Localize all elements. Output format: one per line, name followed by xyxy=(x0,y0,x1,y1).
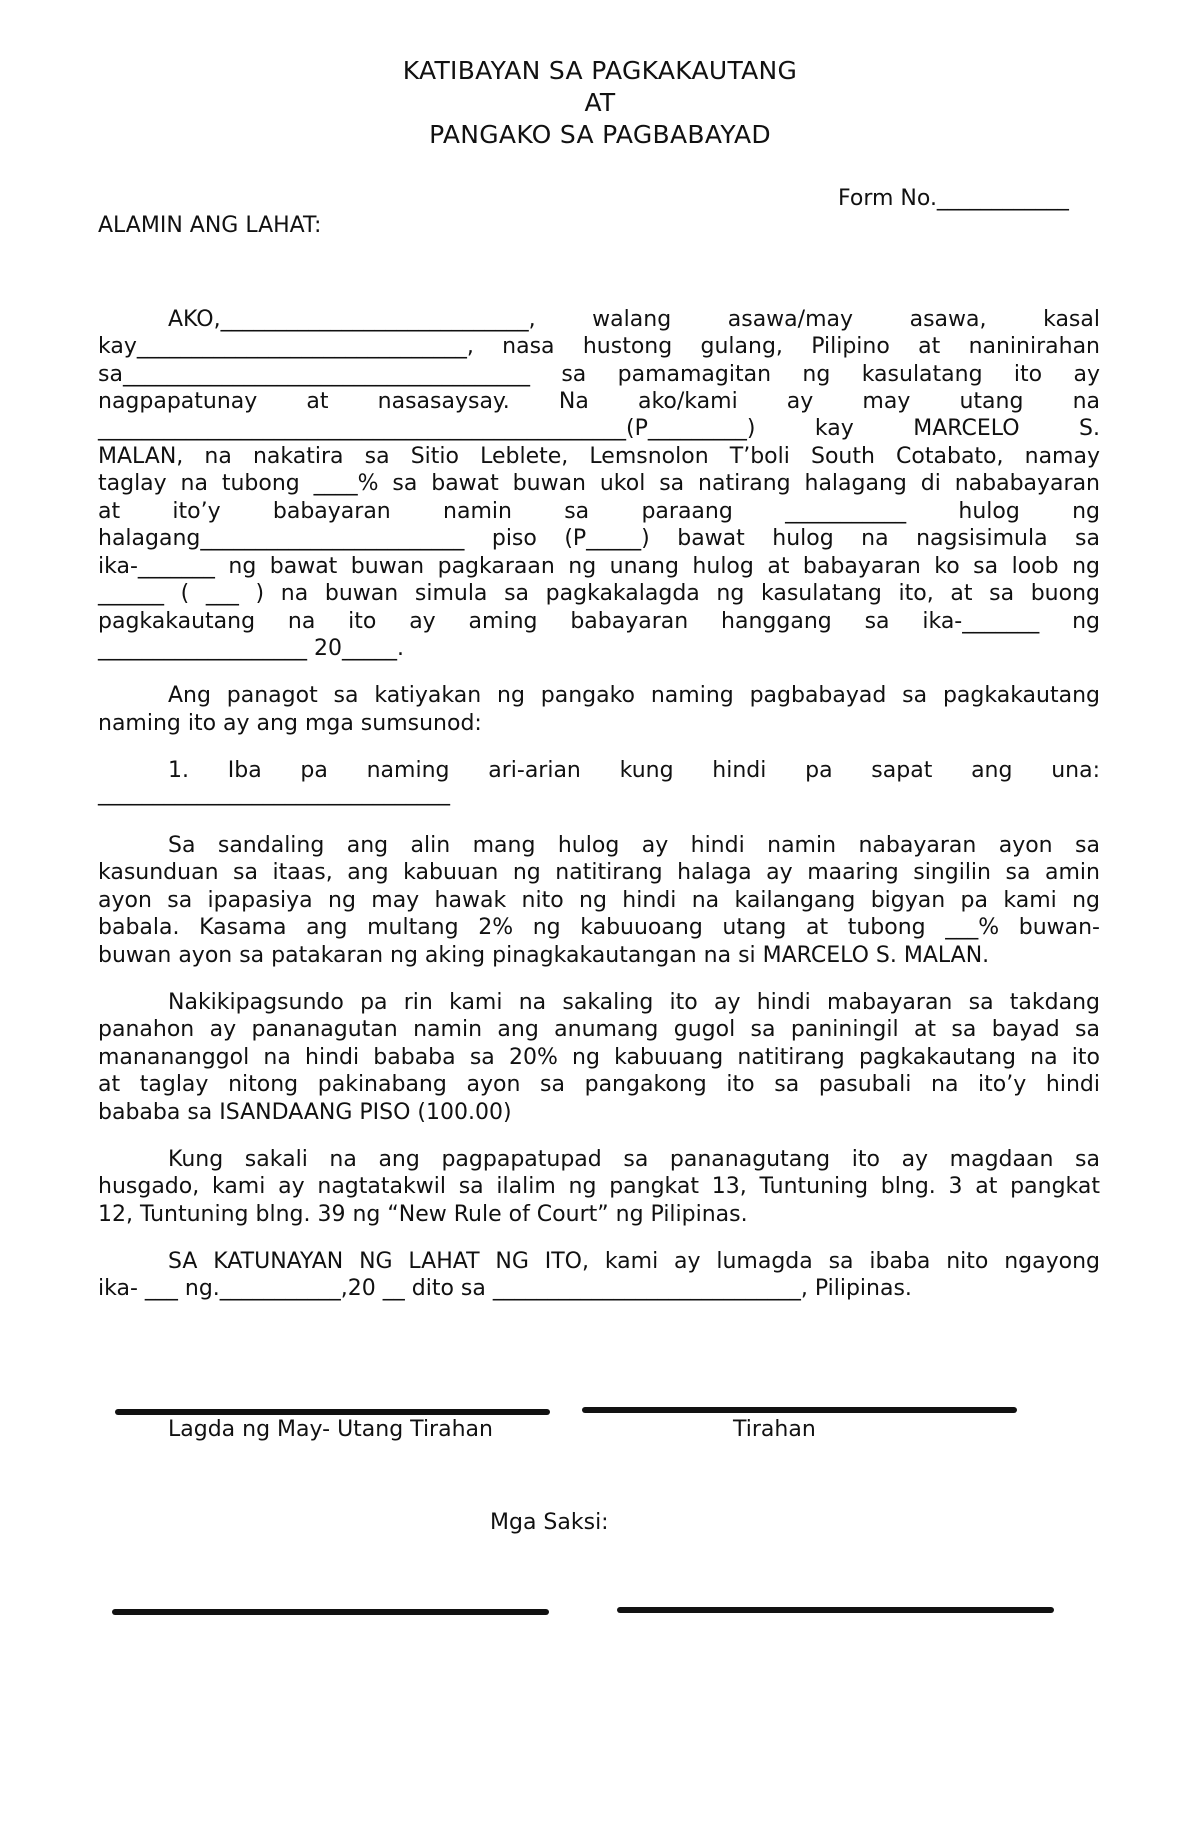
text-line: MALAN, na nakatira sa Sitio Leblete, Lemsnolon T’boli South Cotabato, namay xyxy=(98,444,1100,469)
text-line: bababa sa ISANDAANG PISO (100.00) xyxy=(98,1100,512,1125)
text-line: at taglay nitong pakinabang ayon sa pangakong ito sa pasubali na ito’y hindi xyxy=(98,1072,1100,1097)
text-line: manananggol na hindi bababa sa 20% ng kabuuang natitirang pagkakautang na ito xyxy=(98,1045,1100,1070)
text-line: 12, Tuntuning blng. 39 ng “New Rule of Court” ng Pilipinas. xyxy=(98,1202,748,1227)
text-line: nagpapatunay at nasasaysay. Na ako/kami ay may utang na xyxy=(98,389,1100,414)
signature-line-witness-2 xyxy=(617,1607,1054,1613)
text-line: taglay na tubong ____% sa bawat buwan ukol sa natirang halagang di nababayaran xyxy=(98,471,1100,496)
title-line-3: PANGAKO SA PAGBABAYAD xyxy=(429,120,771,149)
signature-label-address: Tirahan xyxy=(733,1417,816,1442)
text-line: Ang panagot sa katiyakan ng pangako naming pagbabayad sa pagkakautang xyxy=(168,683,1100,708)
text-line: ika-_______ ng bawat buwan pagkaraan ng unang hulog at babayaran ko sa loob ng xyxy=(98,554,1100,579)
text-line: Sa sandaling ang alin mang hulog ay hindi namin nabayaran ayon sa xyxy=(168,833,1100,858)
text-line: naming ito ay ang mga sumsunod: xyxy=(98,711,482,736)
text-line: kay______________________________, nasa hustong gulang, Pilipino at naninirahan xyxy=(98,334,1100,359)
text-line: SA KATUNAYAN NG LAHAT NG ITO, kami ay lumagda sa ibaba nito ngayong xyxy=(168,1249,1100,1274)
text-line: ______ ( ___ ) na buwan simula sa pagkakalagda ng kasulatang ito, at sa buong xyxy=(98,581,1100,606)
text-line: Nakikipagsundo pa rin kami na sakaling ito ay hindi mabayaran sa takdang xyxy=(168,990,1100,1015)
text-line: buwan ayon sa patakaran ng aking pinagkakautangan na si MARCELO S. MALAN. xyxy=(98,943,990,968)
text-line: kasunduan sa itaas, ang kabuuan ng natitirang halaga ay maaring singilin sa amin xyxy=(98,860,1100,885)
text-line: husgado, kami ay nagtatakwil sa ilalim ng pangkat 13, Tuntuning blng. 3 at pangkat xyxy=(98,1174,1100,1199)
text-line: halagang________________________ piso (P_____) bawat hulog na nagsisimula sa xyxy=(98,526,1100,551)
signature-line-witness-1 xyxy=(112,1609,549,1615)
title-line-2: AT xyxy=(584,88,616,117)
text-line: ________________________________________________(P_________) kay MARCELO S. xyxy=(98,416,1100,441)
text-line: ayon sa ipapasiya ng may hawak nito ng hindi na kailangang bigyan pa kami ng xyxy=(98,888,1100,913)
text-line: AKO,____________________________, walang asawa/may asawa, kasal xyxy=(168,307,1100,332)
text-line: panahon ay pananagutan namin ang anumang gugol sa paniningil at sa bayad sa xyxy=(98,1017,1100,1042)
title-line-1: KATIBAYAN SA PAGKAKAUTANG xyxy=(402,56,798,85)
text-line: pagkakautang na ito ay aming babayaran hanggang sa ika-_______ ng xyxy=(98,609,1100,634)
signature-line-address xyxy=(582,1407,1017,1413)
text-line: at ito’y babayaran namin sa paraang ___________ hulog ng xyxy=(98,499,1100,524)
text-line: ika- ___ ng.___________,20 __ dito sa ____________________________, Pilipinas. xyxy=(98,1276,912,1301)
salutation: ALAMIN ANG LAHAT: xyxy=(98,213,322,238)
text-line: 1. Iba pa naming ari-arian kung hindi pa sapat ang una: xyxy=(168,758,1100,783)
text-line: babala. Kasama ang multang 2% ng kabuuoang utang at tubong ___% buwan- xyxy=(98,915,1100,940)
text-line: ___________________ 20_____. xyxy=(98,636,404,661)
witnesses-label: Mga Saksi: xyxy=(490,1510,609,1535)
signature-line-debtor xyxy=(115,1409,550,1415)
text-line: Kung sakali na ang pagpapatupad sa pananagutang ito ay magdaan sa xyxy=(168,1147,1100,1172)
form-number: Form No.____________ xyxy=(838,186,1069,211)
text-line: ________________________________ xyxy=(98,781,450,806)
text-line: sa_____________________________________ sa pamamagitan ng kasulatang ito ay xyxy=(98,362,1100,387)
signature-label-debtor: Lagda ng May- Utang Tirahan xyxy=(168,1417,493,1442)
